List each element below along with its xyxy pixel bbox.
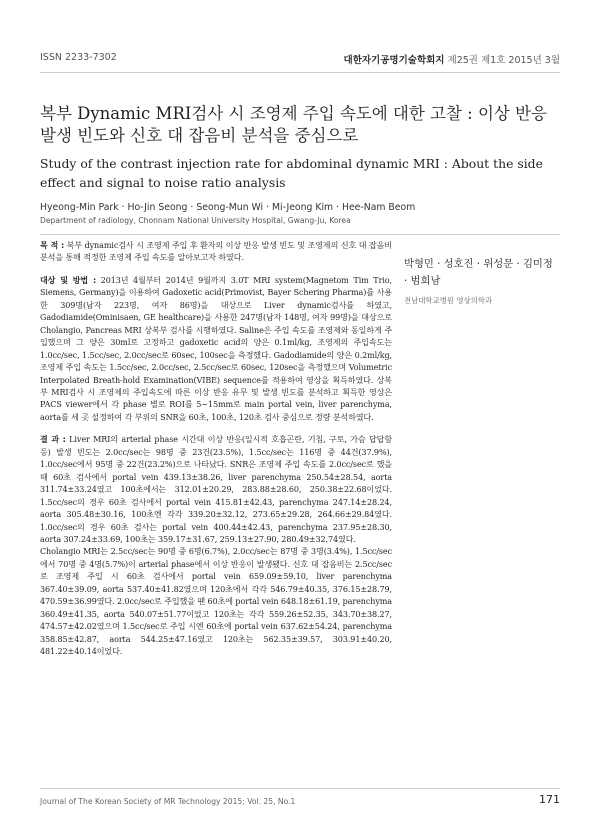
methods-text: 2013년 4월부터 2014년 9월까지 3.0T MRI system(Magnetom Tim Trio, Siemens, Germany)을 이용하여 Gadoxetic acid(Primovist, Bayer Schering Pharma)를 사용한 309명(남자 223명, 여자 86명)을 대상으로 Liver dynamic검사를 하였고, Gadodiamide(Ominisaen, GE healthcare)을 사용한 247명(남자 148명, 여자 99명)을 대상으로 Cholangio, Pancreas MRI 상복부 검사를 시행하였다. Saline은 주입 속도를 조영제와 동일하게 주입했으며 그 양은 30ml로 고정하고 gadoxetic acid의 양은 0.1ml/kg, 조영제의 주입속도는 1.0cc/sec, 1.5cc/sec, 2.0cc/sec로 60sec, 100sec을 측정했다. Gadodiamide의 양은 0.2ml/kg, 조영제 주입 속도는 1.5cc/sec, 2.0cc/sec, 2.5cc/sec로 60sec, 120sec을 측정했으며 Volumetric Interpolated Breath-hold Examination(VIBE) sequence를 적용하여 영상을 획득하였다. 상복부 MRI검사 시 조영제의 주입속도에 따른 이상 반응 유무 및 발생 빈도를 분석하고 획득한 영상은 PACS viewer에서 각 phase 별로 ROI를 5~15mm로 main portal vein, liver parenchyma, aorta를 세 곳 설정하여 각 부위의 SNR을 60초, 100초, 120초 검사 중심으로 정량 분석하였다. xyxy=(40,275,392,422)
abstract-results-cholangio: Cholangio MRI는 2.5cc/sec는 90명 중 6명(6.7%), 2.0cc/sec는 87명 중 3명(3.4%), 1.5cc/sec에서 70명 중 4명(5.7%)이 arterial phase에서 이상 반응이 발생됐다. 신호 대 잡음비는 2.5cc/sec로 조영제 주입 시 60초 검사에서 portal vein 659.09±59.10, liver parenchyma 367.40±39.09, aorta 537.40±41.82였으며 120초에서 각각 546.79±40.35, 376.15±28.79, 470.59±36.99였다. 2.0cc/sec로 주입했을 땐 60초에 portal vein 648.18±61.19, parenchyma 360.49±41.35, aorta 540.07±51.77이었고 120초는 각각 559.26±52.35, 343.70±38.27, 474.57±42.02였으며 1.5cc/sec로 주입 시엔 60초에 portal vein 637.62±54.24, parenchyma 358.85±42.87, aorta 544.25±47.16였고 120초는 562.35±39.57, 303.91±40.20, 481.22±40.14이었다. xyxy=(40,547,392,657)
title-divider xyxy=(40,234,560,235)
affiliation: Department of radiology, Chonnam National University Hospital, Gwang-Ju, Korea xyxy=(40,216,351,225)
institution-korean: 전남대학교병원 영상의학과 xyxy=(404,296,493,305)
abstract-purpose xyxy=(40,240,392,265)
purpose-label: 목 적 : xyxy=(40,241,65,250)
issn: ISSN 2233-7302 xyxy=(40,52,117,63)
journal-name-ko: 대한자기공명기술학회지 xyxy=(343,55,445,66)
volume-info: 제25권 제1호 2015년 3월 xyxy=(447,55,560,66)
korean-author-panel xyxy=(404,256,554,306)
journal-info xyxy=(344,52,560,66)
author-names-korean: 박형민 · 성호진 · 위성문 · 김미정 · 범희남 xyxy=(404,258,553,287)
footer-journal: Journal of The Korean Society of MR Technology 2015; Vol. 25, No.1 xyxy=(40,797,296,806)
footer-divider xyxy=(40,788,560,789)
abstract-methods xyxy=(40,275,392,424)
author-list: Hyeong-Min Park · Ho-Jin Seong · Seong-Mun Wi · Mi-Jeong Kim · Hee-Nam Beom xyxy=(40,202,416,213)
running-header xyxy=(40,52,560,70)
abstract xyxy=(40,240,392,669)
results-text-liver: Liver MRI의 arterial phase 시간대 이상 반응(일시적 호흡곤란, 기침, 구토, 가슴 답답함 등) 발생 빈도는 2.0cc/sec는 98명 중 23건(23.5%), 1.5cc/sec는 116명 중 44건(37.9%), 1.0cc/sec에서 95명 중 22건(23.2%)으로 나타났다. SNR은 조영제 주입 속도를 2.0cc/sec로 했을 때 60초 검사에서 portal vein 439.13±38.26, liver parenchyma 250.54±28.54, aorta 311.74±33.24였고 100초에서는 312.01±20.29, 283.88±28.60, 250.38±22.68이었다. 1.5cc/sec의 경우 60초 검사에서 portal vein 415.81±42.43, parenchyma 247.14±28.24, aorta 305.48±30.16, 100초엔 각각 339.20±32.12, 273.65±29.28, 264.66±29.84였다. 1.0cc/sec의 경우 60초 검사는 portal vein 400.44±42.43, parenchyma 237.95±28.30, aorta 307.24±33.69, 100초는 359.17±31.67, 259.13±27.90, 280.49±32.74였다. xyxy=(40,435,392,544)
header-divider xyxy=(40,72,560,73)
results-label: 결 과 : xyxy=(40,435,66,445)
title-english: Study of the contrast injection rate for abdominal dynamic MRI : About the side effect and signal to noise ratio analysis xyxy=(40,156,543,190)
page-number: 171 xyxy=(539,793,560,806)
methods-label: 대상 및 방법 : xyxy=(40,275,97,285)
abstract-results xyxy=(40,434,392,546)
title-korean: 복부 Dynamic MRI검사 시 조영제 주입 속도에 대한 고찰 : 이상 반응 발생 빈도와 신호 대 잡음비 분석을 중심으로 xyxy=(40,104,547,145)
purpose-text: 복부 dynamic검사 시 조영제 주입 후 환자의 이상 반응 발생 빈도 및 조영제의 신호 대 잡음비 분석을 통해 적정한 조영제 주입 속도를 알아보고자 하였다. xyxy=(40,241,392,263)
